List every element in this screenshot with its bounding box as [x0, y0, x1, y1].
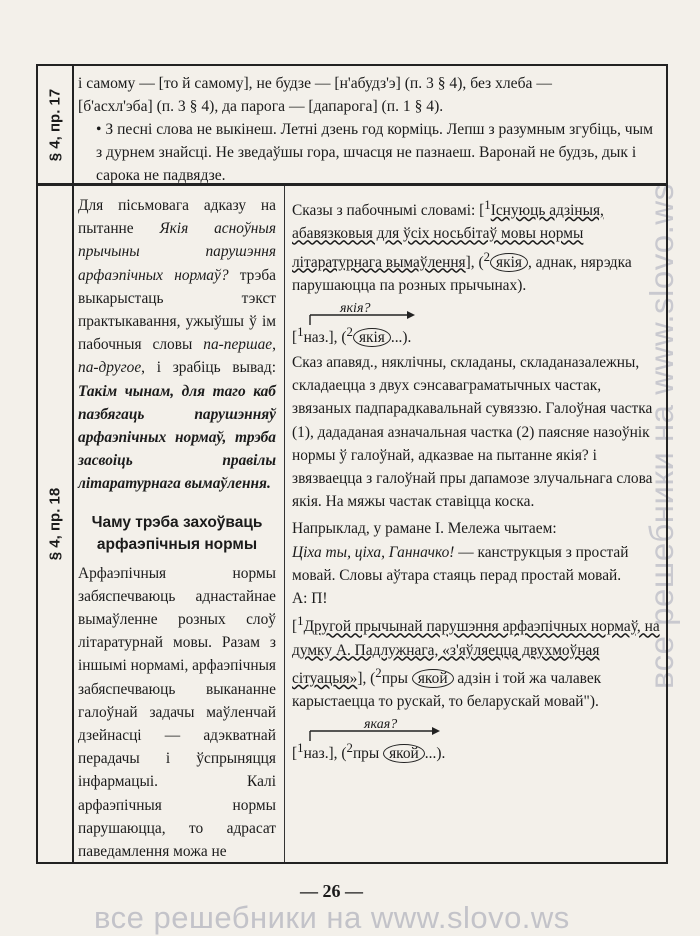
sentence-1-scheme — [292, 301, 660, 349]
watermark-bottom: все решебники на www.slovo.ws — [94, 900, 570, 935]
page-number: — 26 — — [300, 881, 363, 901]
exercise-17-proverbs: • З песні слова не выкінеш. Летні дзень год корміць. Лепш з разумным згубіць, чым з дурнем знайсці. Не зведаўшы гора, шчасця не пазнаеш. Варонай не будзь, дык і сарока не падвядзе. — [96, 121, 653, 184]
exercise-17-line-1: і самому — [то й самому], не будзе — [н'абудз'э] (п. 3 § 4), без хлеба — — [78, 75, 552, 92]
exercise-17-text — [78, 72, 658, 187]
sentence-2-scheme — [292, 717, 660, 765]
example-quote-line: Ціха ты, ціха, Ганначко! — канструкцыя з простай мовай. Словы аўтара стаяць перад простай мовай. — [292, 543, 629, 584]
sentence-2: [$^1$Другой прычынай парушэння арфаэпічных нормаў, на думку А. Падлужнага, «з'яўляецца двухмоўная сітуацыя»], ($^2$пры якой адзін і той жа чалавек карыстаецца то рускай, то беларускай мовай"). — [292, 614, 660, 711]
relative-word-oval-2: якой — [412, 669, 454, 688]
exercise-17-label-cell — [38, 66, 74, 183]
analysis-1: Сказ апавяд., няклічны, складаны, складаназалежны, складаецца з двух сэнсаваграматычных частак, звязаных падпарадкавальнай сувяззю. Галоўная частка (1), дададаная азначальная частка (2) паясняе назоўнік нормы ў галоўнай, адказвае на пытанне якія? і звязваецца з галоўнай пры дапамозе злучальнага слова якія. На мяжы частак ставіцца коска. — [292, 354, 653, 511]
exercise-17-label: § 4, пр. 17 — [46, 88, 64, 161]
exercise-18-left-column — [78, 194, 276, 863]
example-intro: Напрыклад, у рамане І. Мележа чытаем: — [292, 520, 557, 538]
direct-speech-scheme: А: П! — [292, 590, 328, 608]
task-instructions: Для пісьмовага адказу на пытанне Якія асноўныя прычыны парушэння арфаэпічных нормаў? трэба выкарыстаць тэкст практыкавання, ужыўшы ў ім пабочныя словы па-першае, па-другое, і зрабіць вывад: Такім чынам, для таго каб пазбягаць парушэнняў арфаэпічных нормаў, трэба засвоіць правілы літаратурнага вымаўлення. — [78, 197, 277, 493]
parenthetical-word-1: па-першае — [203, 336, 273, 354]
scheme-1-question: якія? — [340, 301, 371, 317]
parenthetical-word-2: па-другое — [78, 359, 142, 377]
exercise-18-box — [36, 184, 668, 864]
exercise-18-label-cell — [38, 186, 74, 862]
watermark-side: все решебники на www.slovo.ws — [643, 183, 680, 689]
exercise-17-line-2: [б'асхл'эба] (п. 3 § 4), да парога — [дапарога] (п. 1 § 4). — [78, 98, 444, 115]
column-divider — [284, 186, 285, 862]
essay-body: Арфаэпічныя нормы забяспечваюць аднастайнае вымаўленне розных слоў літаратурнай мовы. Разам з іншымі нормамі, арфаэпічныя забяспечваюць выкананне галоўнай задачы маўленчай дзейнасці — адэкватнай перадачы і ўспрыняцця інфармацыі. Калі арфаэпічныя нормы парушаюцца, то адрасат паведамлення можа не — [78, 564, 276, 861]
scheme-2-question: якая? — [364, 717, 398, 733]
exercise-18-right-column — [292, 194, 660, 767]
relative-word-oval: якія — [490, 253, 528, 272]
exercise-18-label: § 4, пр. 18 — [46, 487, 64, 561]
conclusion-text: Такім чынам, для таго каб пазбягаць парушэнняў арфаэпічных нормаў, трэба засвоіць правілы літаратурнага вымаўлення. — [78, 382, 276, 493]
task-question: Якія асноўныя прычыны парушэння арфаэпічных нормаў? — [78, 220, 276, 284]
sentence-1: Сказы з пабочнымі словамі: [$^1$Існуюць адзіныя, абавязковыя для ўсіх носьбітаў мовы нормы літаратурнага вымаўлення], ($^2$ якія , аднак, нярэдка парушаюцца па розных прычынах). — [292, 198, 632, 294]
essay-heading: Чаму трэба захоўваць арфаэпічныя нормы — [91, 513, 263, 553]
scheme-1-formula: [$^1$наз.], ($^2$ якія ...). — [292, 324, 412, 346]
exercise-17-box — [36, 64, 668, 185]
scheme-2-formula: [$^1$наз.], ($^2$пры якой ...). — [292, 741, 446, 763]
